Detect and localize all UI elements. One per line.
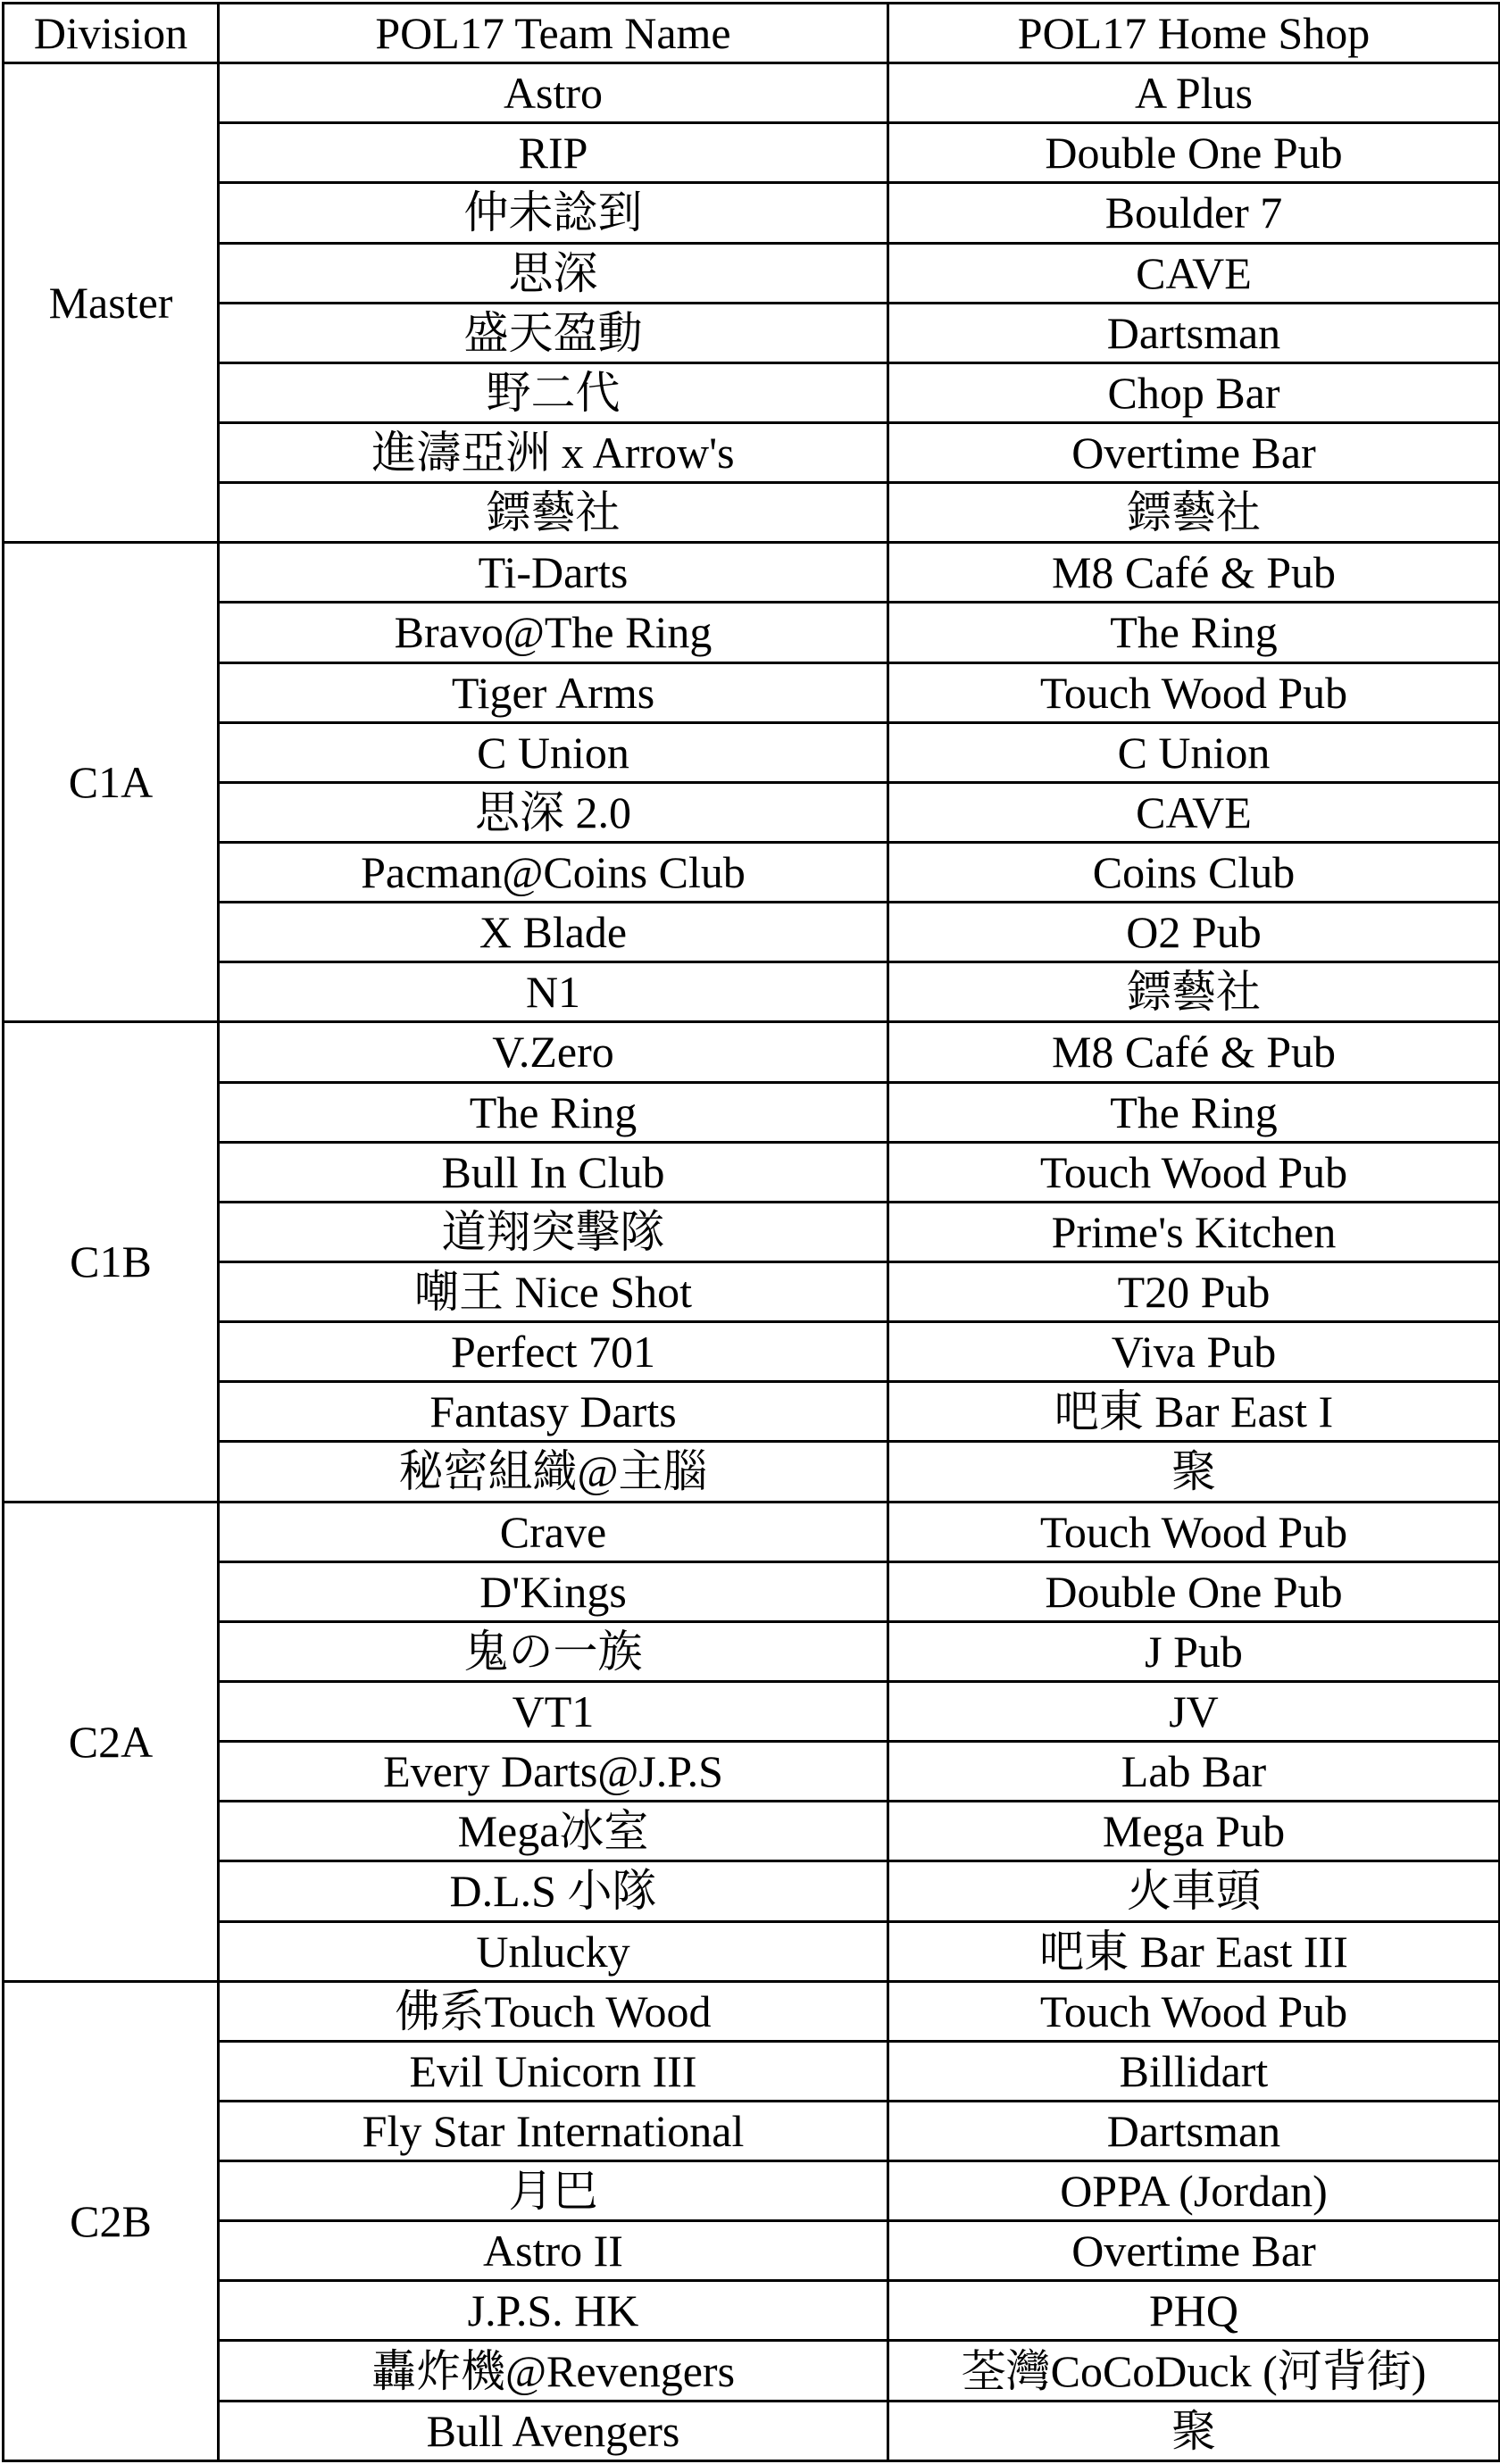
- table-row: [4, 842, 1500, 902]
- table-row: [4, 543, 1500, 603]
- team-name-cell: 野二代: [219, 362, 888, 422]
- home-shop-cell: C Union: [888, 722, 1500, 782]
- home-shop-cell: O2 Pub: [888, 903, 1500, 962]
- table-row: [4, 63, 1500, 123]
- table-row: [4, 1681, 1500, 1741]
- home-shop-cell: Viva Pub: [888, 1322, 1500, 1382]
- division-cell: C2B: [4, 1981, 219, 2460]
- table-row: [4, 1621, 1500, 1681]
- table-row: [4, 1442, 1500, 1502]
- home-shop-cell: T20 Pub: [888, 1261, 1500, 1321]
- home-shop-cell: Dartsman: [888, 2101, 1500, 2160]
- table-row: [4, 1082, 1500, 1142]
- home-shop-cell: JV: [888, 1681, 1500, 1741]
- team-name-cell: Tiger Arms: [219, 662, 888, 722]
- team-name-cell: Astro: [219, 63, 888, 123]
- table-row: [4, 1981, 1500, 2041]
- home-shop-cell: The Ring: [888, 603, 1500, 662]
- team-name-cell: RIP: [219, 123, 888, 183]
- home-shop-cell: Lab Bar: [888, 1742, 1500, 1802]
- team-name-cell: Bravo@The Ring: [219, 603, 888, 662]
- team-name-cell: Fantasy Darts: [219, 1382, 888, 1442]
- home-shop-cell: Billidart: [888, 2041, 1500, 2101]
- table-row: [4, 1742, 1500, 1802]
- team-name-cell: 鏢藝社: [219, 483, 888, 543]
- team-name-cell: The Ring: [219, 1082, 888, 1142]
- team-name-cell: 思深 2.0: [219, 782, 888, 842]
- table-row: [4, 1561, 1500, 1621]
- table-row: [4, 183, 1500, 243]
- table-row: [4, 1142, 1500, 1202]
- table-body: [4, 4, 1500, 2461]
- home-shop-cell: Touch Wood Pub: [888, 1502, 1500, 1561]
- table-row: [4, 722, 1500, 782]
- division-cell: C2A: [4, 1502, 219, 1981]
- header-team-name: POL17 Team Name: [219, 4, 888, 63]
- team-name-cell: Bull Avengers: [219, 2401, 888, 2460]
- table-row: [4, 1022, 1500, 1082]
- team-name-cell: Perfect 701: [219, 1322, 888, 1382]
- home-shop-cell: Double One Pub: [888, 1561, 1500, 1621]
- team-name-cell: D.L.S 小隊: [219, 1861, 888, 1921]
- division-cell: C1A: [4, 543, 219, 1022]
- table-row: [4, 2221, 1500, 2281]
- home-shop-cell: 聚: [888, 2401, 1500, 2460]
- home-shop-cell: Touch Wood Pub: [888, 662, 1500, 722]
- team-name-cell: Fly Star International: [219, 2101, 888, 2160]
- home-shop-cell: 鏢藝社: [888, 483, 1500, 543]
- table-row: [4, 1322, 1500, 1382]
- table-row: [4, 962, 1500, 1022]
- team-name-cell: 嘲王 Nice Shot: [219, 1261, 888, 1321]
- home-shop-cell: Overtime Bar: [888, 2221, 1500, 2281]
- table-row: [4, 483, 1500, 543]
- header-home-shop: POL17 Home Shop: [888, 4, 1500, 63]
- table-row: [4, 1921, 1500, 1981]
- home-shop-cell: M8 Café & Pub: [888, 543, 1500, 603]
- division-cell: C1B: [4, 1022, 219, 1502]
- table-row: [4, 123, 1500, 183]
- home-shop-cell: 聚: [888, 1442, 1500, 1502]
- division-cell: Master: [4, 63, 219, 543]
- home-shop-cell: M8 Café & Pub: [888, 1022, 1500, 1082]
- team-name-cell: Pacman@Coins Club: [219, 842, 888, 902]
- team-name-cell: VT1: [219, 1681, 888, 1741]
- team-name-cell: Bull In Club: [219, 1142, 888, 1202]
- table-row: [4, 1261, 1500, 1321]
- table-row: [4, 903, 1500, 962]
- table-row: [4, 1861, 1500, 1921]
- team-name-cell: Astro II: [219, 2221, 888, 2281]
- division-team-table: [2, 2, 1500, 2462]
- team-name-cell: X Blade: [219, 903, 888, 962]
- table-row: [4, 1802, 1500, 1861]
- home-shop-cell: 吧東 Bar East I: [888, 1382, 1500, 1442]
- team-name-cell: D'Kings: [219, 1561, 888, 1621]
- table-row: [4, 243, 1500, 303]
- home-shop-cell: A Plus: [888, 63, 1500, 123]
- team-name-cell: 月巴: [219, 2161, 888, 2221]
- team-name-cell: Ti-Darts: [219, 543, 888, 603]
- home-shop-cell: Dartsman: [888, 303, 1500, 362]
- table-row: [4, 1382, 1500, 1442]
- home-shop-cell: Double One Pub: [888, 123, 1500, 183]
- header-row: [4, 4, 1500, 63]
- home-shop-cell: Touch Wood Pub: [888, 1981, 1500, 2041]
- table-row: [4, 2041, 1500, 2101]
- home-shop-cell: The Ring: [888, 1082, 1500, 1142]
- home-shop-cell: 火車頭: [888, 1861, 1500, 1921]
- team-name-cell: C Union: [219, 722, 888, 782]
- team-name-cell: Mega冰室: [219, 1802, 888, 1861]
- table-row: [4, 2341, 1500, 2401]
- home-shop-cell: Chop Bar: [888, 362, 1500, 422]
- home-shop-cell: 荃灣CoCoDuck (河背街): [888, 2341, 1500, 2401]
- table-row: [4, 603, 1500, 662]
- home-shop-cell: Touch Wood Pub: [888, 1142, 1500, 1202]
- table-row: [4, 1202, 1500, 1261]
- table-row: [4, 422, 1500, 482]
- team-name-cell: Unlucky: [219, 1921, 888, 1981]
- team-name-cell: 進濤亞洲 x Arrow's: [219, 422, 888, 482]
- table-row: [4, 1502, 1500, 1561]
- team-name-cell: 思深: [219, 243, 888, 303]
- home-shop-cell: J Pub: [888, 1621, 1500, 1681]
- table-row: [4, 362, 1500, 422]
- table-row: [4, 2401, 1500, 2460]
- home-shop-cell: Overtime Bar: [888, 422, 1500, 482]
- home-shop-cell: Coins Club: [888, 842, 1500, 902]
- table-row: [4, 782, 1500, 842]
- team-name-cell: J.P.S. HK: [219, 2281, 888, 2341]
- team-name-cell: 鬼の一族: [219, 1621, 888, 1681]
- home-shop-cell: PHQ: [888, 2281, 1500, 2341]
- table-row: [4, 2101, 1500, 2160]
- header-division: Division: [4, 4, 219, 63]
- team-name-cell: V.Zero: [219, 1022, 888, 1082]
- team-name-cell: N1: [219, 962, 888, 1022]
- team-name-cell: 盛天盈動: [219, 303, 888, 362]
- home-shop-cell: Mega Pub: [888, 1802, 1500, 1861]
- home-shop-cell: Prime's Kitchen: [888, 1202, 1500, 1261]
- home-shop-cell: 鏢藝社: [888, 962, 1500, 1022]
- table-row: [4, 303, 1500, 362]
- table-row: [4, 662, 1500, 722]
- team-name-cell: 秘密組織@主腦: [219, 1442, 888, 1502]
- table-row: [4, 2161, 1500, 2221]
- team-name-cell: 仲未諗到: [219, 183, 888, 243]
- team-name-cell: Crave: [219, 1502, 888, 1561]
- home-shop-cell: 吧東 Bar East III: [888, 1921, 1500, 1981]
- home-shop-cell: Boulder 7: [888, 183, 1500, 243]
- table-row: [4, 2281, 1500, 2341]
- team-name-cell: 道翔突擊隊: [219, 1202, 888, 1261]
- home-shop-cell: CAVE: [888, 782, 1500, 842]
- team-name-cell: 佛系Touch Wood: [219, 1981, 888, 2041]
- team-name-cell: Every Darts@J.P.S: [219, 1742, 888, 1802]
- home-shop-cell: CAVE: [888, 243, 1500, 303]
- home-shop-cell: OPPA (Jordan): [888, 2161, 1500, 2221]
- team-name-cell: 轟炸機@Revengers: [219, 2341, 888, 2401]
- team-name-cell: Evil Unicorn III: [219, 2041, 888, 2101]
